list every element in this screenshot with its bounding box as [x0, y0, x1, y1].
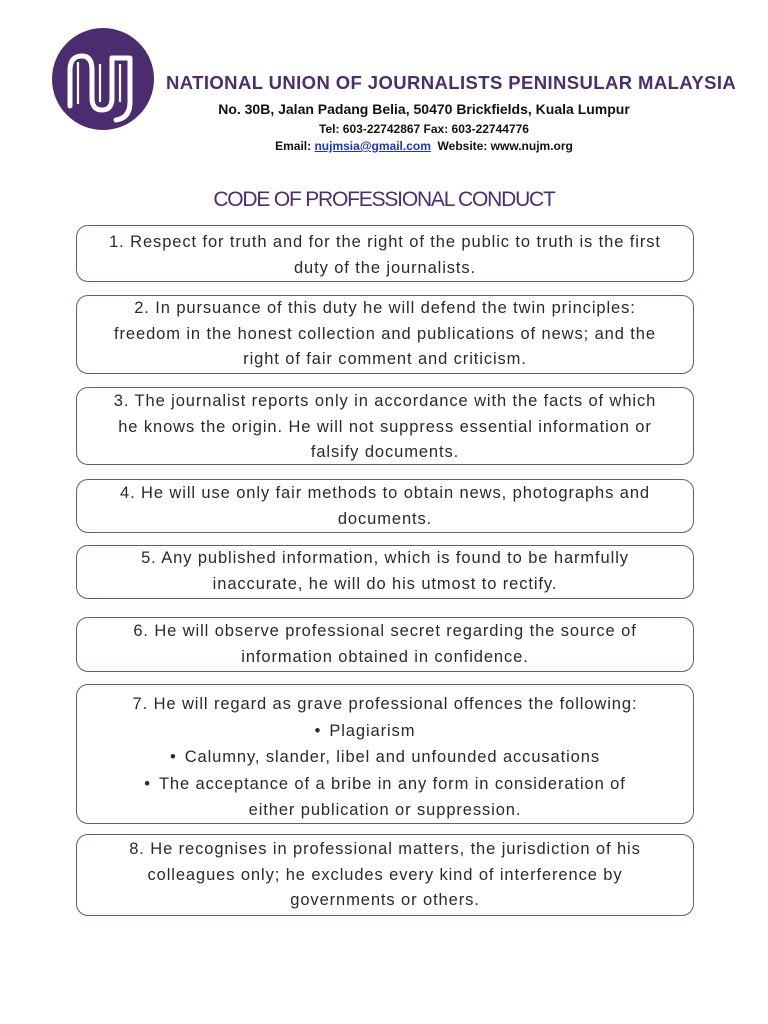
clause-4-line-1: 4. He will use only fair methods to obtain news, photographs and [120, 484, 650, 502]
phone-fax-line: Tel: 603-22742867 Fax: 603-22744776 [319, 122, 529, 136]
address-line: No. 30B, Jalan Padang Belia, 50470 Brickfields, Kuala Lumpur [218, 101, 630, 117]
bullet-icon: • [170, 748, 177, 766]
clause-7-box [76, 684, 694, 824]
contact-line [40, 139, 768, 153]
clause-8-box [76, 834, 694, 916]
clause-4-line-2: documents. [337, 509, 433, 528]
clause-2-line-3: right of fair comment and criticism. [243, 350, 527, 368]
clause-6-box [76, 617, 694, 672]
clause-8-line-2: colleagues only; he excludes every kind of interference by [147, 865, 623, 884]
bullet-icon: • [144, 774, 151, 793]
clause-2-line-2: freedom in the honest collection and publications of news; and the [114, 324, 656, 343]
email-label: Email: [275, 139, 312, 153]
clause-1-line-1: 1. Respect for truth and for the right of the public to truth is the first [109, 233, 661, 251]
clause-3-line-1: 3. The journalist reports only in accordance with the facts of which [113, 392, 657, 410]
clause-5-line-2: inaccurate, he will do his utmost to rectify. [212, 574, 558, 593]
clause-7-intro: 7. He will regard as grave professional offences the following: [132, 695, 638, 713]
clause-7-bullet-2: • Calumny, slander, libel and unfounded accusations [77, 744, 693, 771]
clause-5-box [76, 545, 694, 599]
document-title: CODE OF PROFESSIONAL CONDUCT [213, 188, 555, 211]
clause-5-line-1: 5. Any published information, which is found to be harmfully [141, 549, 629, 567]
bullet-icon: • [314, 721, 322, 740]
clause-7-bullet-1: • Plagiarism [77, 718, 693, 745]
clause-3-box [76, 387, 694, 465]
clause-7-bullet-3: • The acceptance of a bribe in any form in consideration of [77, 771, 693, 798]
clause-1-line-2: duty of the journalists. [293, 258, 477, 277]
clause-7-continuation: either publication or suppression. [248, 801, 522, 819]
clause-8-line-1: 8. He recognises in professional matters, the jurisdiction of his [129, 840, 641, 858]
clause-3-line-2: he knows the origin. He will not suppress essential information or [118, 417, 652, 436]
organization-name: NATIONAL UNION OF JOURNALISTS PENINSULAR MALAYSIA [166, 72, 737, 93]
clause-2-box [76, 295, 694, 374]
website-text: Website: www.nujm.org [437, 139, 573, 153]
clause-3-line-3: falsify documents. [310, 443, 460, 461]
clause-4-box [76, 479, 694, 533]
email-link[interactable]: nujmsia@gmail.com [314, 139, 431, 153]
clause-1-box [76, 225, 694, 282]
clause-6-line-1: 6. He will observe professional secret regarding the source of [133, 622, 637, 640]
clause-8-line-3: governments or others. [290, 891, 480, 909]
clause-6-line-2: information obtained in confidence. [241, 647, 529, 666]
clause-2-line-1: 2. In pursuance of this duty he will defend the twin principles: [134, 299, 636, 317]
